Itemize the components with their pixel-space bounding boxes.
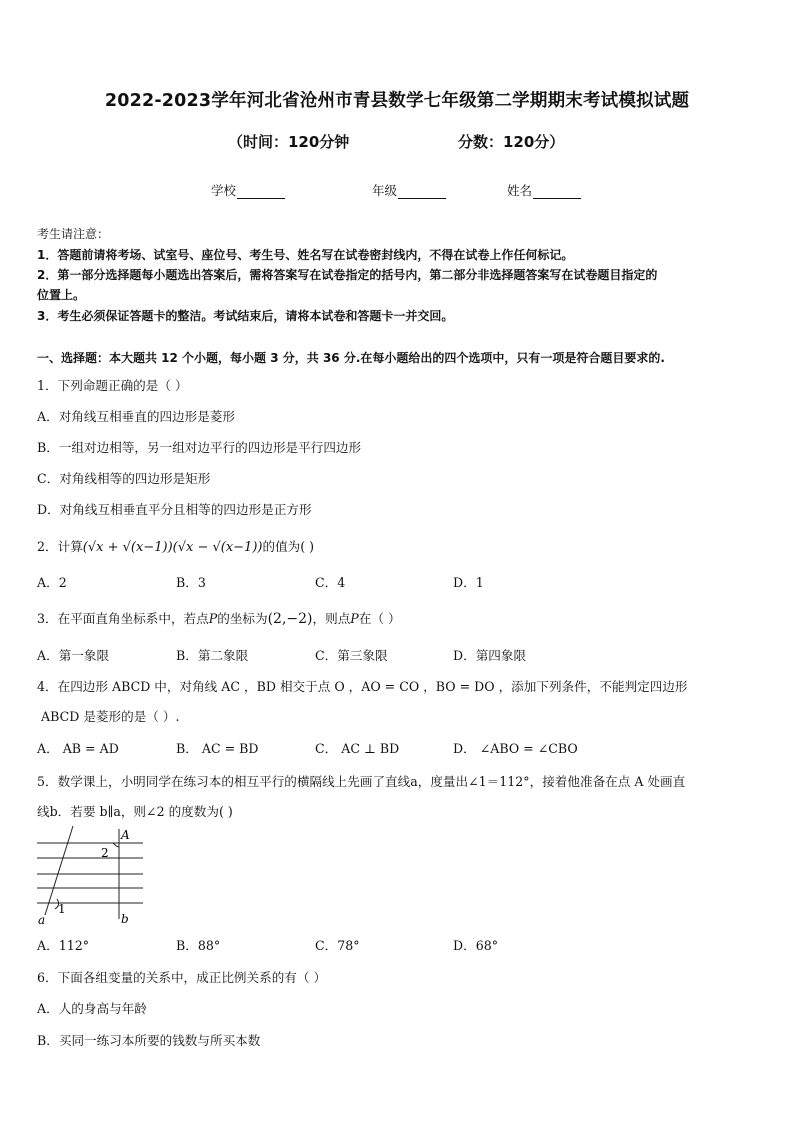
label-point-a: A bbox=[121, 828, 130, 842]
q2-suffix: 的值为( ) bbox=[262, 539, 315, 554]
q5-option-b: B．88° bbox=[176, 938, 221, 953]
q3-option-d: D．第四象限 bbox=[453, 648, 527, 663]
q2-option-a: A．2 bbox=[37, 575, 67, 590]
q2-expression: (√x + √(x−1))(√x − √(x−1)) bbox=[82, 540, 263, 555]
q3-option-b: B．第二象限 bbox=[176, 648, 249, 663]
question-4-line-1: 4．在四边形 ABCD 中，对角线 AC ，BD 相交于点 O ，AO = CO ，BO = DO ，添加下列条件，不能判定四边形 bbox=[37, 679, 688, 694]
score-info: 分数：120分） bbox=[458, 133, 565, 151]
question-5-line-2: 线b．若要 b∥a，则∠2 的度数为( ) bbox=[37, 804, 233, 819]
question-5-line-1: 5．数学课上，小明同学在练习本的相互平行的横隔线上先画了直线a，度量出∠1＝112°，接着他准备在点 A 处画直 bbox=[37, 774, 686, 789]
label-angle-1: 1 bbox=[58, 902, 66, 916]
q4-option-d: D． ∠ABO = ∠CBO bbox=[453, 741, 578, 756]
q3-point-p: P bbox=[208, 611, 218, 626]
label-b: b bbox=[121, 912, 129, 926]
name-field bbox=[507, 181, 581, 199]
parallel-lines-figure bbox=[35, 825, 155, 929]
q4-option-c: C． AC ⊥ BD bbox=[315, 741, 400, 756]
q5-option-c: C．78° bbox=[315, 938, 360, 953]
page-title: 2022-2023学年河北省沧州市青县数学七年级第二学期期末考试模拟试题 bbox=[104, 91, 690, 111]
grade-blank bbox=[398, 186, 446, 199]
name-label: 姓名 bbox=[507, 183, 533, 198]
notice-item: 1．答题前请将考场、试室号、座位号、考生号、姓名写在试卷密封线内，不得在试卷上作任何标记。 bbox=[37, 248, 574, 262]
q3-point-p: P bbox=[350, 611, 359, 626]
school-field bbox=[211, 181, 285, 199]
q3-coordinate: (2,−2) bbox=[267, 611, 313, 627]
time-info: （时间：120分钟 bbox=[228, 133, 350, 151]
q1-option-c: C．对角线相等的四边形是矩形 bbox=[37, 471, 211, 486]
q1-option-b: B．一组对边相等，另一组对边平行的四边形是平行四边形 bbox=[37, 440, 362, 455]
label-angle-2: 2 bbox=[101, 846, 109, 860]
q2-prefix: 2．计算 bbox=[37, 539, 83, 554]
name-blank bbox=[533, 186, 581, 199]
school-label: 学校 bbox=[211, 183, 237, 198]
q1-option-a: A．对角线互相垂直的四边形是菱形 bbox=[37, 409, 236, 424]
q5-option-a: A．112° bbox=[37, 938, 90, 953]
q3-text: 3．在平面直角坐标系中，若点 bbox=[37, 611, 209, 626]
q4-option-a: A． AB = AD bbox=[37, 741, 119, 756]
q1-option-d: D．对角线互相垂直平分且相等的四边形是正方形 bbox=[37, 502, 312, 517]
q4-option-b: B． AC = BD bbox=[176, 741, 259, 756]
q3-text: ，则点 bbox=[312, 611, 351, 626]
notice-item: 3．考生必须保证答题卡的整洁。考试结束后，请将本试卷和答题卡一并交回。 bbox=[37, 309, 454, 323]
q3-option-c: C．第三象限 bbox=[315, 648, 388, 663]
angle-2-arc bbox=[113, 843, 119, 847]
question-2-stem bbox=[37, 536, 314, 555]
q5-option-d: D．68° bbox=[453, 938, 499, 953]
horizontal-ruled-lines bbox=[37, 843, 143, 903]
notice-item: 位置上。 bbox=[37, 288, 86, 302]
q3-text: 在（ ） bbox=[358, 611, 401, 626]
q2-option-b: B．3 bbox=[176, 575, 206, 590]
question-4-line-2: ABCD 是菱形的是（ ）. bbox=[41, 709, 180, 724]
school-blank bbox=[237, 186, 285, 199]
q2-option-c: C．4 bbox=[315, 575, 346, 590]
q3-text: 的坐标为 bbox=[217, 611, 268, 626]
question-1-stem: 1．下列命题正确的是（ ） bbox=[37, 378, 188, 393]
section-heading: 一、选择题：本大题共 12 个小题，每小题 3 分，共 36 分.在每小题给出的四个选项中，只有一项是符合题目要求的. bbox=[37, 351, 665, 365]
q6-option-a: A．人的身高与年龄 bbox=[37, 1001, 147, 1016]
grade-label: 年级 bbox=[372, 183, 398, 198]
notice-item: 2．第一部分选择题每小题选出答案后，需将答案写在试卷指定的括号内，第二部分非选择题答案写在试卷题目指定的 bbox=[37, 268, 658, 282]
grade-field bbox=[372, 181, 446, 199]
q3-option-a: A．第一象限 bbox=[37, 648, 110, 663]
question-6-stem: 6．下面各组变量的关系中，成正比例关系的有（ ） bbox=[37, 970, 327, 985]
label-a: a bbox=[38, 913, 46, 927]
q2-option-d: D．1 bbox=[453, 575, 484, 590]
notice-heading: 考生请注意： bbox=[37, 227, 110, 241]
q6-option-b: B．买同一练习本所要的钱数与所买本数 bbox=[37, 1033, 261, 1048]
question-3-stem bbox=[37, 608, 401, 627]
